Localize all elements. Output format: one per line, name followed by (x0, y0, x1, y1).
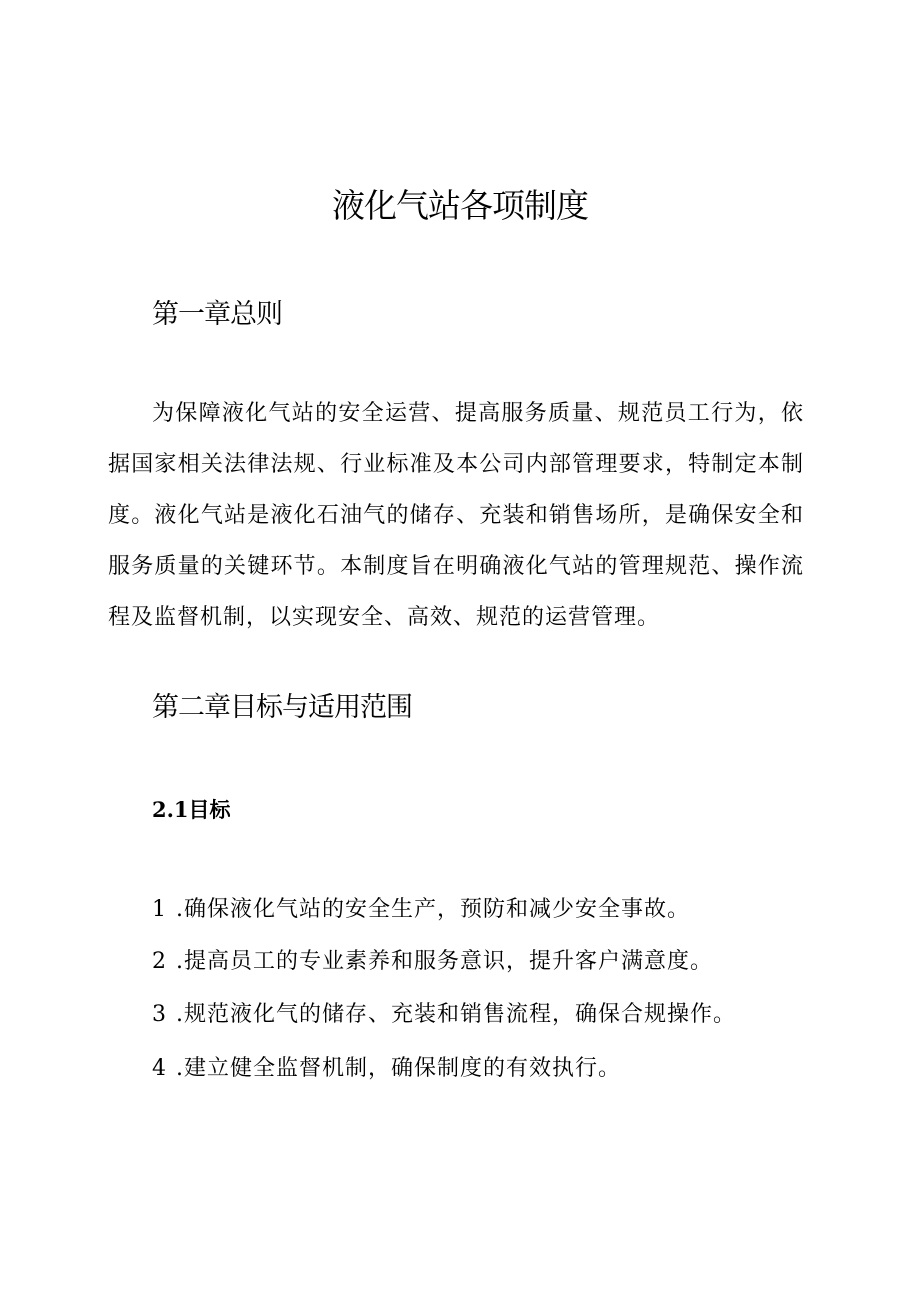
document-title: 液化气站各项制度 (332, 186, 588, 225)
goal-text: .提高员工的专业素养和服务意识，提升客户满意度。 (176, 949, 713, 974)
goal-list-item (152, 895, 690, 925)
chapter-1-paragraph: 为保障液化气站的安全运营、提高服务质量、规范员工行为，依据国家相关法律法规、行业标准及本公司内部管理要求，特制定本制度。液化气站是液化石油气的储存、充装和销售场所，是确保安全和服务质量的关键环节。本制度旨在明确液化气站的管理规范、操作流程及监督机制，以实现安全、高效、规范的运营管理。 (108, 401, 804, 630)
goal-number: 2 (152, 949, 167, 974)
goal-number: 3 (152, 1002, 167, 1027)
chapter-2-heading: 第二章目标与适用范围 (152, 692, 412, 723)
goal-list-item (152, 1000, 736, 1030)
goal-text: .确保液化气站的安全生产，预防和减少安全事故。 (176, 897, 690, 922)
chapter-1-heading: 第一章总则 (152, 299, 282, 330)
goal-text: .建立健全监督机制，确保制度的有效执行。 (176, 1056, 621, 1081)
goal-text: .规范液化气的储存、充装和销售流程，确保合规操作。 (176, 1002, 736, 1027)
goal-list-item (152, 947, 713, 977)
goal-list-item (152, 1054, 621, 1084)
goal-number: 4 (152, 1056, 167, 1081)
section-2-1-heading: 2.1目标 (152, 797, 231, 822)
goal-number: 1 (152, 897, 167, 922)
